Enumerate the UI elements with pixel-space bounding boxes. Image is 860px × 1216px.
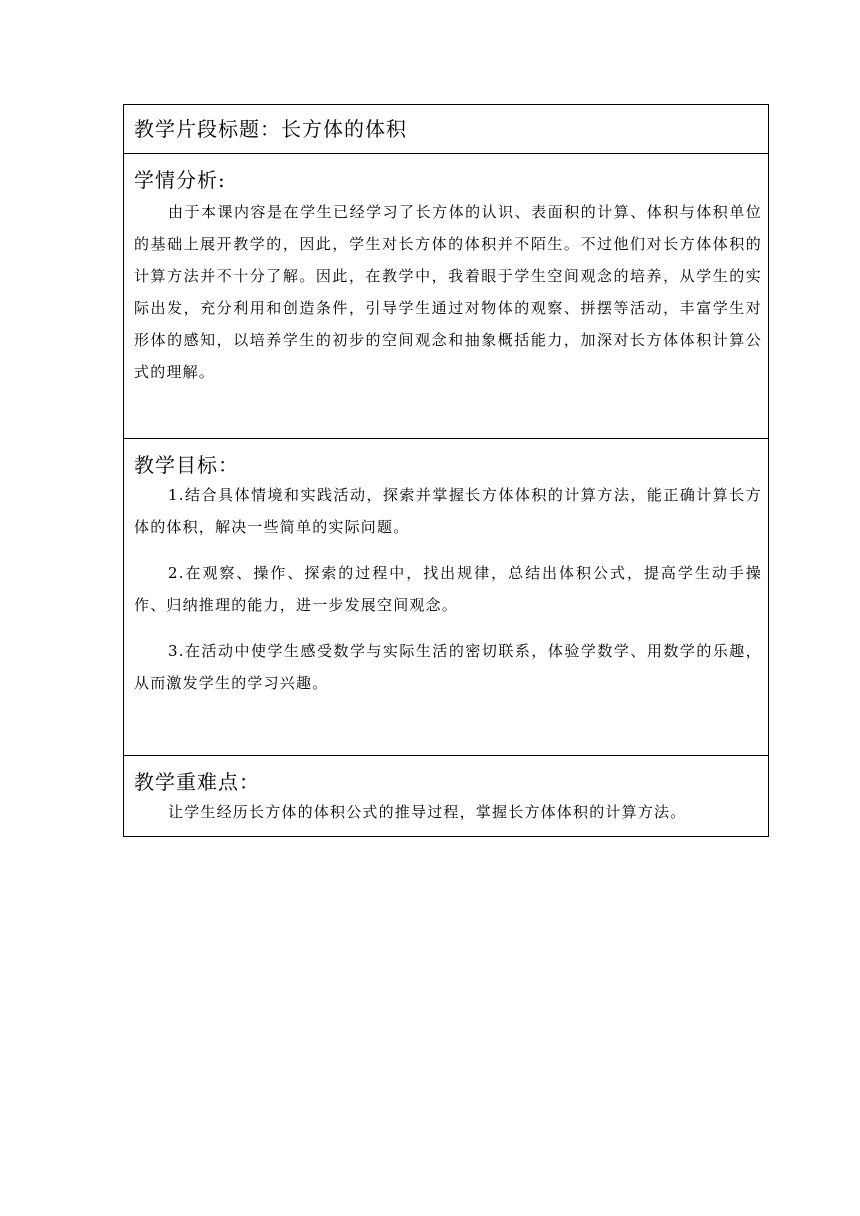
key-points-cell: [124, 756, 769, 837]
analysis-row: [124, 154, 769, 439]
analysis-heading: 学情分析:: [134, 168, 226, 192]
key-points-text: 让学生经历长方体的体积公式的推导过程，掌握长方体体积的计算方法。: [168, 803, 687, 821]
key-points-row: [124, 756, 769, 837]
analysis-text: 由于本课内容是在学生已经学习了长方体的认识、表面积的计算、体积与体积单位的基础上展开教学的，因此，学生对长方体的体积并不陌生。不过他们对长方体体积的计算方法并不十分了解。因此，在教学中，我着眼于学生空间观念的培养，从学生的实际出发，充分利用和创造条件，引导学生通过对物体的观察、拼摆等活动，丰富学生对形体的感知，以培养学生的初步的空间观念和抽象概括能力，加深对长方体体积计算公式的理解。: [134, 203, 762, 381]
goals-heading: 教学目标：: [134, 453, 239, 477]
title-value: 长方体的体积: [281, 117, 407, 141]
goal-item-1: 1.结合具体情境和实践活动，探索并掌握长方体体积的计算方法，能正确计算长方体的体积，解决一些简单的实际问题。: [134, 486, 762, 536]
title-cell: [124, 105, 769, 154]
goal-item-2: 2.在观察、操作、探索的过程中，找出规律，总结出体积公式，提高学生动手操作、归纳推理的能力，进一步发展空间观念。: [134, 564, 762, 614]
title-label: 教学片段标题：: [134, 117, 281, 141]
lesson-plan-table: [123, 104, 769, 837]
goal-item-3: 3.在活动中使学生感受数学与实际生活的密切联系，体验学数学、用数学的乐趣，从而激发学生的学习兴趣。: [134, 642, 762, 692]
key-points-heading: 教学重难点：: [134, 770, 260, 794]
goals-row: [124, 439, 769, 756]
title-row: [124, 105, 769, 154]
goals-cell: [124, 439, 769, 756]
analysis-cell: [124, 154, 769, 439]
